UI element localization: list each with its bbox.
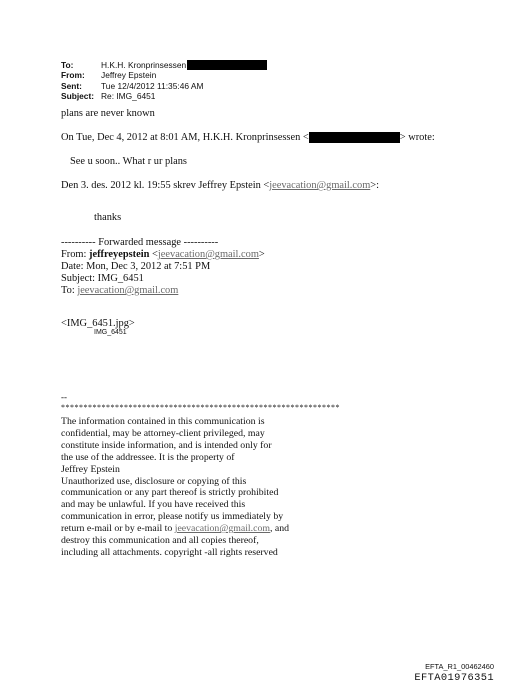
- to-value: H.K.H. Kronprinsessen: [101, 60, 187, 70]
- quote-intro: [61, 132, 435, 144]
- redaction-box: [309, 132, 400, 143]
- signature-stars: **************************************************************: [61, 404, 340, 412]
- norwegian-intro-post: >:: [370, 180, 380, 191]
- forward-from-email-pre: <: [149, 249, 158, 260]
- forward-from-label: From:: [61, 249, 90, 260]
- quoted-line: See u soon.. What r ur plans: [70, 156, 187, 167]
- disclaimer-line10-pre: return e-mail or by e-mail to: [61, 523, 175, 535]
- disclaimer-line: destroy this communication and all copies thereof,: [61, 535, 259, 547]
- header-subject-row: [61, 91, 267, 101]
- disclaimer-line: communication or any part thereof is strictly prohibited: [61, 487, 279, 499]
- from-label: From:: [61, 70, 85, 81]
- quote-intro-pre: On Tue, Dec 4, 2012 at 8:01 AM, H.K.H. Kronprinsessen <: [61, 132, 309, 143]
- quote-intro-post: > wrote:: [399, 132, 435, 143]
- disclaimer-line: constitute inside information, and is intended only for: [61, 439, 272, 451]
- header-to-row: [61, 60, 267, 70]
- forward-from-email-post: >: [258, 249, 265, 260]
- header-sent-row: [61, 81, 267, 91]
- norwegian-intro: [61, 180, 379, 192]
- disclaimer-line: Jeffrey Epstein: [61, 463, 120, 475]
- reply-text: plans are never known: [61, 108, 155, 119]
- thanks-text: thanks: [94, 212, 122, 223]
- forward-to-label: To:: [61, 285, 78, 296]
- subject-value: Re: IMG_6451: [101, 91, 156, 102]
- header-from-row: [61, 70, 267, 80]
- disclaimer: [61, 416, 289, 559]
- disclaimer-line: confidential, may be attorney-client privileged, may: [61, 427, 265, 439]
- email-link[interactable]: jeevacation@gmail.com: [269, 180, 371, 191]
- bates-number-small: EFTA_R1_00462460: [425, 662, 494, 671]
- sent-label: Sent:: [61, 80, 82, 91]
- forward-from-name: jeffreyepstein: [89, 249, 150, 260]
- sent-value: Tue 12/4/2012 11:35:46 AM: [101, 80, 204, 91]
- bates-number-large: EFTA01976351: [414, 672, 494, 684]
- disclaimer-line: [61, 523, 289, 535]
- forward-separator: ---------- Forwarded message ----------: [61, 237, 219, 248]
- disclaimer-line10-post: , and: [269, 523, 290, 535]
- email-link[interactable]: jeevacation@gmail.com: [157, 249, 259, 260]
- attachment-filename[interactable]: <IMG_6451.jpg>: [61, 318, 135, 329]
- to-label: To:: [61, 60, 74, 70]
- forward-to: [61, 285, 178, 297]
- email-header: [61, 60, 267, 102]
- from-value: Jeffrey Epstein: [101, 70, 157, 81]
- signature-dashes: --: [61, 392, 67, 402]
- disclaimer-line: communication in error, please notify us immediately by: [61, 511, 284, 523]
- attachment-caption: IMG_6451: [94, 329, 127, 336]
- email-link[interactable]: jeevacation@gmail.com: [174, 523, 270, 535]
- disclaimer-line: The information contained in this communication is: [61, 416, 265, 427]
- forward-date: Date: Mon, Dec 3, 2012 at 7:51 PM: [61, 261, 211, 272]
- email-link[interactable]: jeevacation@gmail.com: [77, 285, 179, 296]
- disclaimer-line: Unauthorized use, disclosure or copying of this: [61, 475, 247, 487]
- forward-from: [61, 249, 265, 261]
- redaction-box: [187, 60, 267, 70]
- norwegian-intro-pre: Den 3. des. 2012 kl. 19:55 skrev Jeffrey Epstein <: [61, 180, 270, 191]
- disclaimer-line: and may be unlawful. If you have received this: [61, 499, 246, 511]
- disclaimer-line: including all attachments. copyright -all rights reserved: [61, 546, 278, 558]
- forward-subject: Subject: IMG_6451: [61, 273, 144, 284]
- subject-label: Subject:: [61, 91, 95, 102]
- disclaimer-line: the use of the addressee. It is the property of: [61, 451, 235, 463]
